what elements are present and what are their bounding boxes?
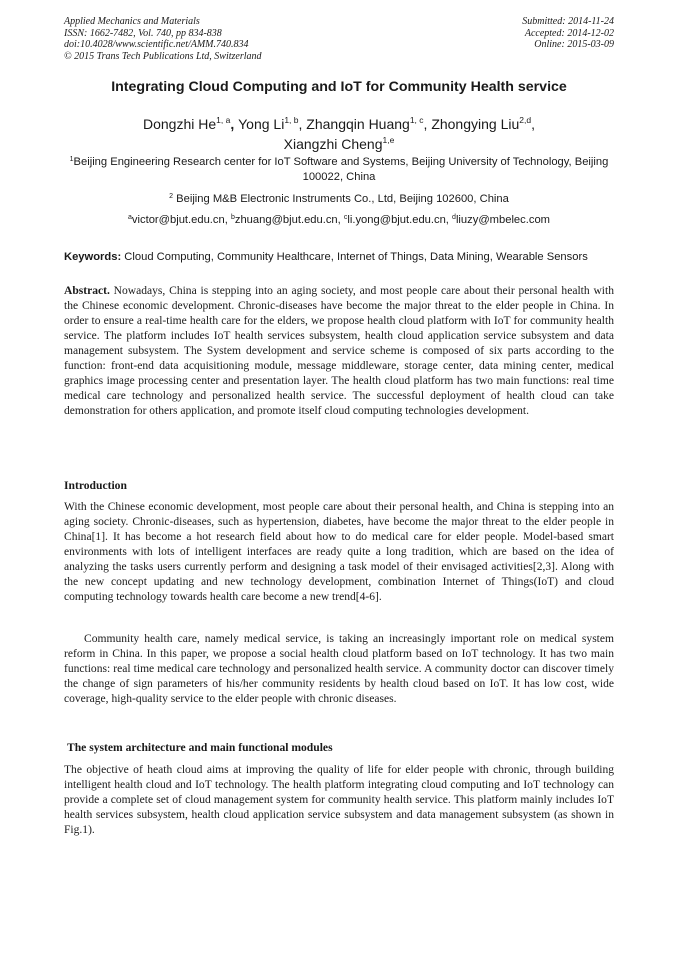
- author-name: Xiangzhi Cheng: [283, 136, 383, 152]
- online-date: Online: 2015-03-09: [534, 39, 614, 50]
- author-name: Zhangqin Huang: [306, 116, 410, 132]
- abstract: [64, 284, 614, 419]
- copyright-line: © 2015 Trans Tech Publications Ltd, Switzerland: [64, 50, 262, 62]
- author-separator: ,: [230, 116, 239, 132]
- email-sup: b: [230, 214, 235, 221]
- affiliation-sup: 2: [169, 193, 174, 200]
- dates-header: [522, 16, 614, 51]
- author-sup: 1, b: [284, 115, 299, 125]
- abstract-label: Abstract.: [64, 285, 110, 297]
- keywords: [64, 250, 614, 264]
- affiliation-text: Beijing Engineering Research center for IoT Software and Systems, Beijing University of Technology, Beijing 100022, China: [73, 156, 609, 183]
- paper-title: Integrating Cloud Computing and IoT for Community Health service: [111, 79, 567, 95]
- email-link[interactable]: zhuang@bjut.edu.cn,: [234, 214, 344, 226]
- author-sup: 1, c: [409, 115, 424, 125]
- author-separator: ,: [423, 116, 432, 132]
- affiliation-text: Beijing M&B Electronic Instruments Co., Ltd, Beijing 102600, China: [173, 193, 509, 205]
- author-sup: 2,d: [519, 115, 532, 125]
- keywords-label: Keywords:: [64, 251, 122, 263]
- journal-name: Applied Mechanics and Materials: [64, 16, 200, 27]
- affiliation-1: [64, 155, 614, 185]
- author-sup: 1, a: [216, 115, 231, 125]
- author-separator: ,: [531, 116, 535, 132]
- author-sup: 1,e: [382, 135, 395, 145]
- email-link[interactable]: liuzy@mbelec.com: [455, 214, 550, 226]
- submitted-date: Submitted: 2014-11-24: [522, 16, 614, 27]
- section-heading-introduction: Introduction: [64, 479, 127, 492]
- intro-paragraph-1: With the Chinese economic development, most people care about their personal health, and China is stepping into an aging society. Chronic-diseases, such as hypertension, diabetes, have become the major threat to the elder people in China[1]. It has become a hot research field about how to do medical care for elder people. Model-based smart environments with lots of intelligent interfaces are ready quite a long tradition, which are based on the idea of analyzing the tasks users currently perform and designing a task model of their envisaged activities[2,3]. Along with the new concept updating and new technology development, combination Internet of Things(IoT) and cloud computing technology towards health care become a new trend[4-6].: [64, 501, 614, 604]
- author-name: Yong Li: [238, 116, 285, 132]
- author-list: [90, 114, 588, 154]
- accepted-date: Accepted: 2014-12-02: [524, 27, 614, 39]
- system-paragraph-1: The objective of heath cloud aims at improving the quality of life for elder people with chronic, through building intelligent health cloud and IoT technology. The health platform integrating cloud computing and IoT technology can provide a complete set of cloud management system for community health service. This platform mainly includes IoT health services subsystem, health cloud application service subsystem and data management subsystem (as shown in Fig.1).: [64, 764, 614, 837]
- author-name: Dongzhi He: [143, 116, 217, 132]
- author-name: Zhongying Liu: [431, 116, 520, 132]
- email-sup: d: [452, 214, 456, 221]
- doi-line: doi:10.4028/www.scientific.net/AMM.740.834: [64, 39, 249, 50]
- keywords-text: Cloud Computing, Community Healthcare, Internet of Things, Data Mining, Wearable Sensors: [121, 251, 588, 263]
- email-sup: c: [343, 214, 348, 221]
- email-list: [64, 213, 614, 228]
- email-sup: a: [128, 214, 132, 221]
- email-link[interactable]: victor@bjut.edu.cn,: [131, 214, 231, 226]
- email-link[interactable]: li.yong@bjut.edu.cn,: [347, 214, 453, 226]
- journal-header: [64, 16, 262, 62]
- affiliation-sup: 1: [69, 156, 74, 163]
- abstract-text: Nowadays, China is stepping into an aging society, and most people care about their personal health with the Chinese economic development. Chronic-diseases have become the major threat to the elder people in China. In order to ensure a real-time health care for the elders, we propose health cloud platform with IoT for community health service. The platform includes IoT health services subsystem, health cloud application service subsystem and data management subsystem. The System development and service scheme is composed of six parts according to the function: front-end data acquisitioning module, message middleware, storage center, data mining center, medical graphics image processing center and presentation layer. The health cloud platform has two main functions: real time medical care technology and personalized health service. The successful deployment of health cloud can take demonstration for others application, and promote itself cloud computing technologies development.: [64, 285, 614, 418]
- affiliation-2: [64, 192, 614, 207]
- intro-paragraph-2: Community health care, namely medical service, is taking an increasingly important role on medical system reform in China. In this paper, we propose a social health cloud platform based on IoT technology. It has two main functions: real time medical care technology and personalized health service. A community doctor can discover timely the change of sign parameters of his/her community residents by health cloud based on IoT. It has low cost, wide coverage, high-quality service to the elder people with chronic diseases.: [64, 633, 614, 706]
- section-heading-system: The system architecture and main functional modules: [67, 741, 333, 754]
- author-separator: ,: [298, 116, 307, 132]
- issn-line: ISSN: 1662-7482, Vol. 740, pp 834-838: [64, 27, 222, 39]
